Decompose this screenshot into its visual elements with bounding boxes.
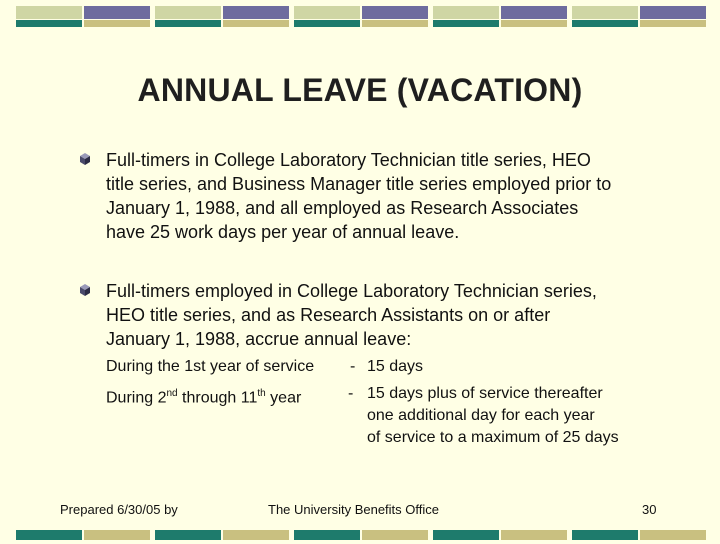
superscript: th <box>257 388 266 399</box>
top-decorative-band <box>16 6 706 28</box>
footer-prepared: Prepared 6/30/05 by <box>60 502 178 517</box>
band-tile <box>433 530 567 540</box>
text-line: one additional day for each year <box>367 407 595 424</box>
schedule-row-2-label <box>106 383 301 409</box>
text-line: HEO title series, and as Research Assistants on or after <box>106 305 551 325</box>
band-tile <box>433 6 567 28</box>
schedule-row-1-dash: - <box>350 358 356 375</box>
bottom-decorative-band <box>16 530 706 544</box>
band-tile <box>155 6 289 28</box>
text-line: January 1, 1988, accrue annual leave: <box>106 329 412 349</box>
band-tile <box>572 6 706 28</box>
slide-title: ANNUAL LEAVE (VACATION) <box>137 72 583 108</box>
bullet-paragraph-1 <box>106 148 696 244</box>
page-number: 30 <box>642 502 657 517</box>
bullet-icon <box>78 283 92 297</box>
text-line: Full-timers employed in College Laboratory Technician series, <box>106 281 597 301</box>
band-tile <box>16 530 150 540</box>
band-tile <box>16 6 150 28</box>
bullet-icon <box>78 152 92 166</box>
band-tile <box>294 6 428 28</box>
band-tile <box>294 530 428 540</box>
schedule-row-2-dash: - <box>348 385 354 402</box>
text-line: title series, and Business Manager title series employed prior to <box>106 174 612 194</box>
bullet-paragraph-2 <box>106 279 696 351</box>
text-line: of service to a maximum of 25 days <box>367 429 619 446</box>
text-line: have 25 work days per year of annual leave. <box>106 222 460 242</box>
band-tile <box>572 530 706 540</box>
text-line: January 1, 1988, and all employed as Research Associates <box>106 198 579 218</box>
label-part: year <box>265 389 302 407</box>
text-line: 15 days plus of service thereafter <box>367 385 603 402</box>
schedule-row-1-label: During the 1st year of service <box>106 358 315 375</box>
text-line: Full-timers in College Laboratory Technician title series, HEO <box>106 150 591 170</box>
schedule-row-1-value: 15 days <box>367 358 424 375</box>
superscript: nd <box>166 388 178 399</box>
band-tile <box>155 530 289 540</box>
label-part: During 2 <box>106 389 167 407</box>
label-part: through 11 <box>177 389 258 407</box>
footer-office: The University Benefits Office <box>268 502 439 517</box>
schedule-row-2-value <box>367 383 619 449</box>
